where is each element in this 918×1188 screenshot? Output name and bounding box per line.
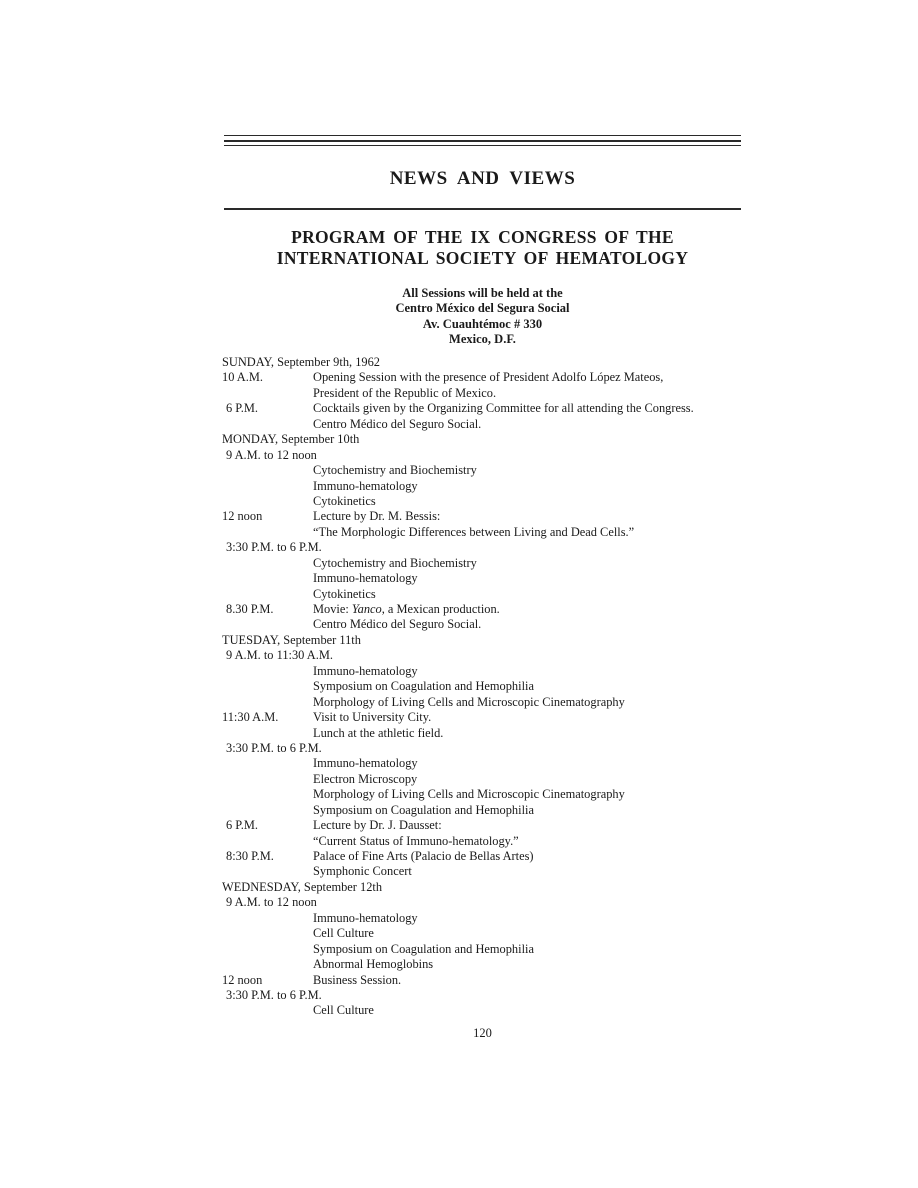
item-continuation bbox=[222, 664, 752, 679]
item-continuation bbox=[222, 679, 752, 694]
item-description: “Current Status of Immuno-hematology.” bbox=[313, 833, 519, 848]
item-time: 6 P.M. bbox=[226, 818, 259, 833]
item-description: Cytochemistry and Biochemistry bbox=[313, 555, 477, 570]
item-time: 8.30 P.M. bbox=[226, 602, 274, 616]
schedule-item bbox=[222, 401, 752, 416]
item-time: 11:30 A.M. bbox=[222, 710, 279, 725]
schedule-item bbox=[222, 849, 752, 864]
item-description: Business Session. bbox=[313, 972, 402, 987]
item-continuation bbox=[222, 479, 752, 494]
item-continuation bbox=[222, 463, 752, 478]
schedule-item bbox=[222, 973, 752, 988]
item-time: 12 noon bbox=[222, 972, 263, 987]
item-continuation bbox=[222, 864, 752, 879]
item-continuation bbox=[222, 756, 752, 771]
schedule-item bbox=[222, 509, 752, 524]
schedule bbox=[222, 355, 752, 1019]
day-heading bbox=[222, 633, 752, 648]
item-continuation bbox=[222, 617, 752, 632]
day-heading-text: TUESDAY, September 11th bbox=[222, 632, 361, 647]
item-continuation bbox=[222, 1003, 752, 1018]
schedule-item bbox=[222, 818, 752, 833]
program-title-line: PROGRAM OF THE IX CONGRESS OF THE bbox=[291, 227, 674, 247]
item-description: Immuno-hematology bbox=[313, 756, 418, 771]
section-divider bbox=[224, 208, 741, 210]
day-heading-text: WEDNESDAY, September 12th bbox=[222, 879, 383, 894]
time-range-text: 3:30 P.M. to 6 P.M. bbox=[226, 740, 322, 755]
item-description: “The Morphologic Differences between Living and Dead Cells.” bbox=[313, 524, 635, 539]
item-description: Morphology of Living Cells and Microscopic Cinematography bbox=[313, 787, 625, 802]
item-description: Symposium on Coagulation and Hemophilia bbox=[313, 941, 534, 956]
item-description: Cell Culture bbox=[313, 926, 374, 941]
page-number: 120 bbox=[473, 1026, 492, 1040]
item-continuation bbox=[222, 525, 752, 540]
header-rule-top bbox=[224, 135, 741, 136]
item-continuation bbox=[222, 957, 752, 972]
item-description: President of the Republic of Mexico. bbox=[313, 385, 497, 400]
item-description: Morphology of Living Cells and Microscopic Cinematography bbox=[313, 694, 625, 709]
item-description: Symposium on Coagulation and Hemophilia bbox=[313, 679, 534, 694]
item-description: Lunch at the athletic field. bbox=[313, 725, 444, 740]
item-description: Electron Microscopy bbox=[313, 771, 418, 786]
time-range-text: 3:30 P.M. to 6 P.M. bbox=[226, 987, 322, 1002]
item-description: Immuno-hematology bbox=[313, 910, 418, 925]
header-rule-bottom bbox=[224, 145, 741, 146]
item-description: Cytokinetics bbox=[313, 586, 376, 601]
item-continuation bbox=[222, 926, 752, 941]
time-range bbox=[222, 540, 752, 555]
item-description: Abnormal Hemoglobins bbox=[313, 957, 434, 972]
item-time: 6 P.M. bbox=[226, 401, 259, 416]
item-description: Cytochemistry and Biochemistry bbox=[313, 463, 477, 478]
item-continuation bbox=[222, 787, 752, 802]
item-description: Centro Médico del Seguro Social. bbox=[313, 617, 482, 632]
item-description: Lecture by Dr. M. Bessis: bbox=[313, 509, 441, 524]
day-heading-text: MONDAY, September 10th bbox=[222, 432, 360, 447]
item-description: Movie: Yanco, a Mexican production. bbox=[313, 602, 500, 616]
item-continuation bbox=[222, 386, 752, 401]
time-range bbox=[222, 648, 752, 663]
time-range bbox=[222, 895, 752, 910]
venue-line: Centro México del Segura Social bbox=[395, 301, 570, 316]
program-title bbox=[224, 227, 741, 269]
item-description: Symposium on Coagulation and Hemophilia bbox=[313, 802, 534, 817]
time-range-text: 3:30 P.M. to 6 P.M. bbox=[226, 540, 322, 555]
item-continuation bbox=[222, 772, 752, 787]
time-range bbox=[222, 741, 752, 756]
header-rule-middle bbox=[224, 140, 741, 142]
item-time: 12 noon bbox=[222, 509, 263, 524]
schedule-item bbox=[222, 370, 752, 385]
item-description: Immuno-hematology bbox=[313, 663, 418, 678]
item-description: Immuno-hematology bbox=[313, 478, 418, 493]
venue-block bbox=[224, 286, 741, 347]
item-description: Immuno-hematology bbox=[313, 571, 418, 586]
day-heading-text: SUNDAY, September 9th, 1962 bbox=[222, 355, 380, 369]
item-time: 8:30 P.M. bbox=[226, 849, 274, 863]
time-range-text: 9 A.M. to 11:30 A.M. bbox=[226, 648, 333, 663]
item-continuation bbox=[222, 726, 752, 741]
item-description: Opening Session with the presence of President Adolfo López Mateos, bbox=[313, 370, 664, 385]
time-range-text: 9 A.M. to 12 noon bbox=[226, 447, 317, 462]
item-continuation bbox=[222, 834, 752, 849]
day-heading bbox=[222, 355, 752, 370]
item-description: Palace of Fine Arts (Palacio de Bellas Artes) bbox=[313, 849, 534, 863]
day-heading bbox=[222, 880, 752, 895]
item-description: Visit to University City. bbox=[313, 710, 432, 725]
item-continuation bbox=[222, 494, 752, 509]
item-continuation bbox=[222, 695, 752, 710]
section-title: NEWS AND VIEWS bbox=[389, 168, 576, 189]
item-time: 10 A.M. bbox=[222, 370, 263, 385]
venue-line: All Sessions will be held at the bbox=[402, 286, 563, 300]
schedule-item bbox=[222, 710, 752, 725]
program-title-line: INTERNATIONAL SOCIETY OF HEMATOLOGY bbox=[276, 248, 689, 268]
time-range bbox=[222, 448, 752, 463]
item-continuation bbox=[222, 803, 752, 818]
item-continuation bbox=[222, 942, 752, 957]
item-continuation bbox=[222, 556, 752, 571]
venue-line: Av. Cuauhtémoc # 330 bbox=[422, 316, 543, 331]
item-continuation bbox=[222, 587, 752, 602]
item-description: Cytokinetics bbox=[313, 493, 376, 508]
italic-title: Yanco bbox=[351, 602, 382, 616]
item-description: Centro Médico del Seguro Social. bbox=[313, 416, 482, 431]
time-range-text: 9 A.M. to 12 noon bbox=[226, 895, 317, 910]
time-range bbox=[222, 988, 752, 1003]
day-heading bbox=[222, 432, 752, 447]
venue-line: Mexico, D.F. bbox=[449, 331, 516, 346]
item-continuation bbox=[222, 417, 752, 432]
item-description: Cell Culture bbox=[313, 1003, 374, 1018]
item-continuation bbox=[222, 911, 752, 926]
item-description: Cocktails given by the Organizing Committee for all attending the Congress. bbox=[313, 401, 694, 416]
item-description: Symphonic Concert bbox=[313, 864, 412, 879]
item-description: Lecture by Dr. J. Dausset: bbox=[313, 818, 442, 833]
item-continuation bbox=[222, 571, 752, 586]
schedule-item bbox=[222, 602, 752, 617]
